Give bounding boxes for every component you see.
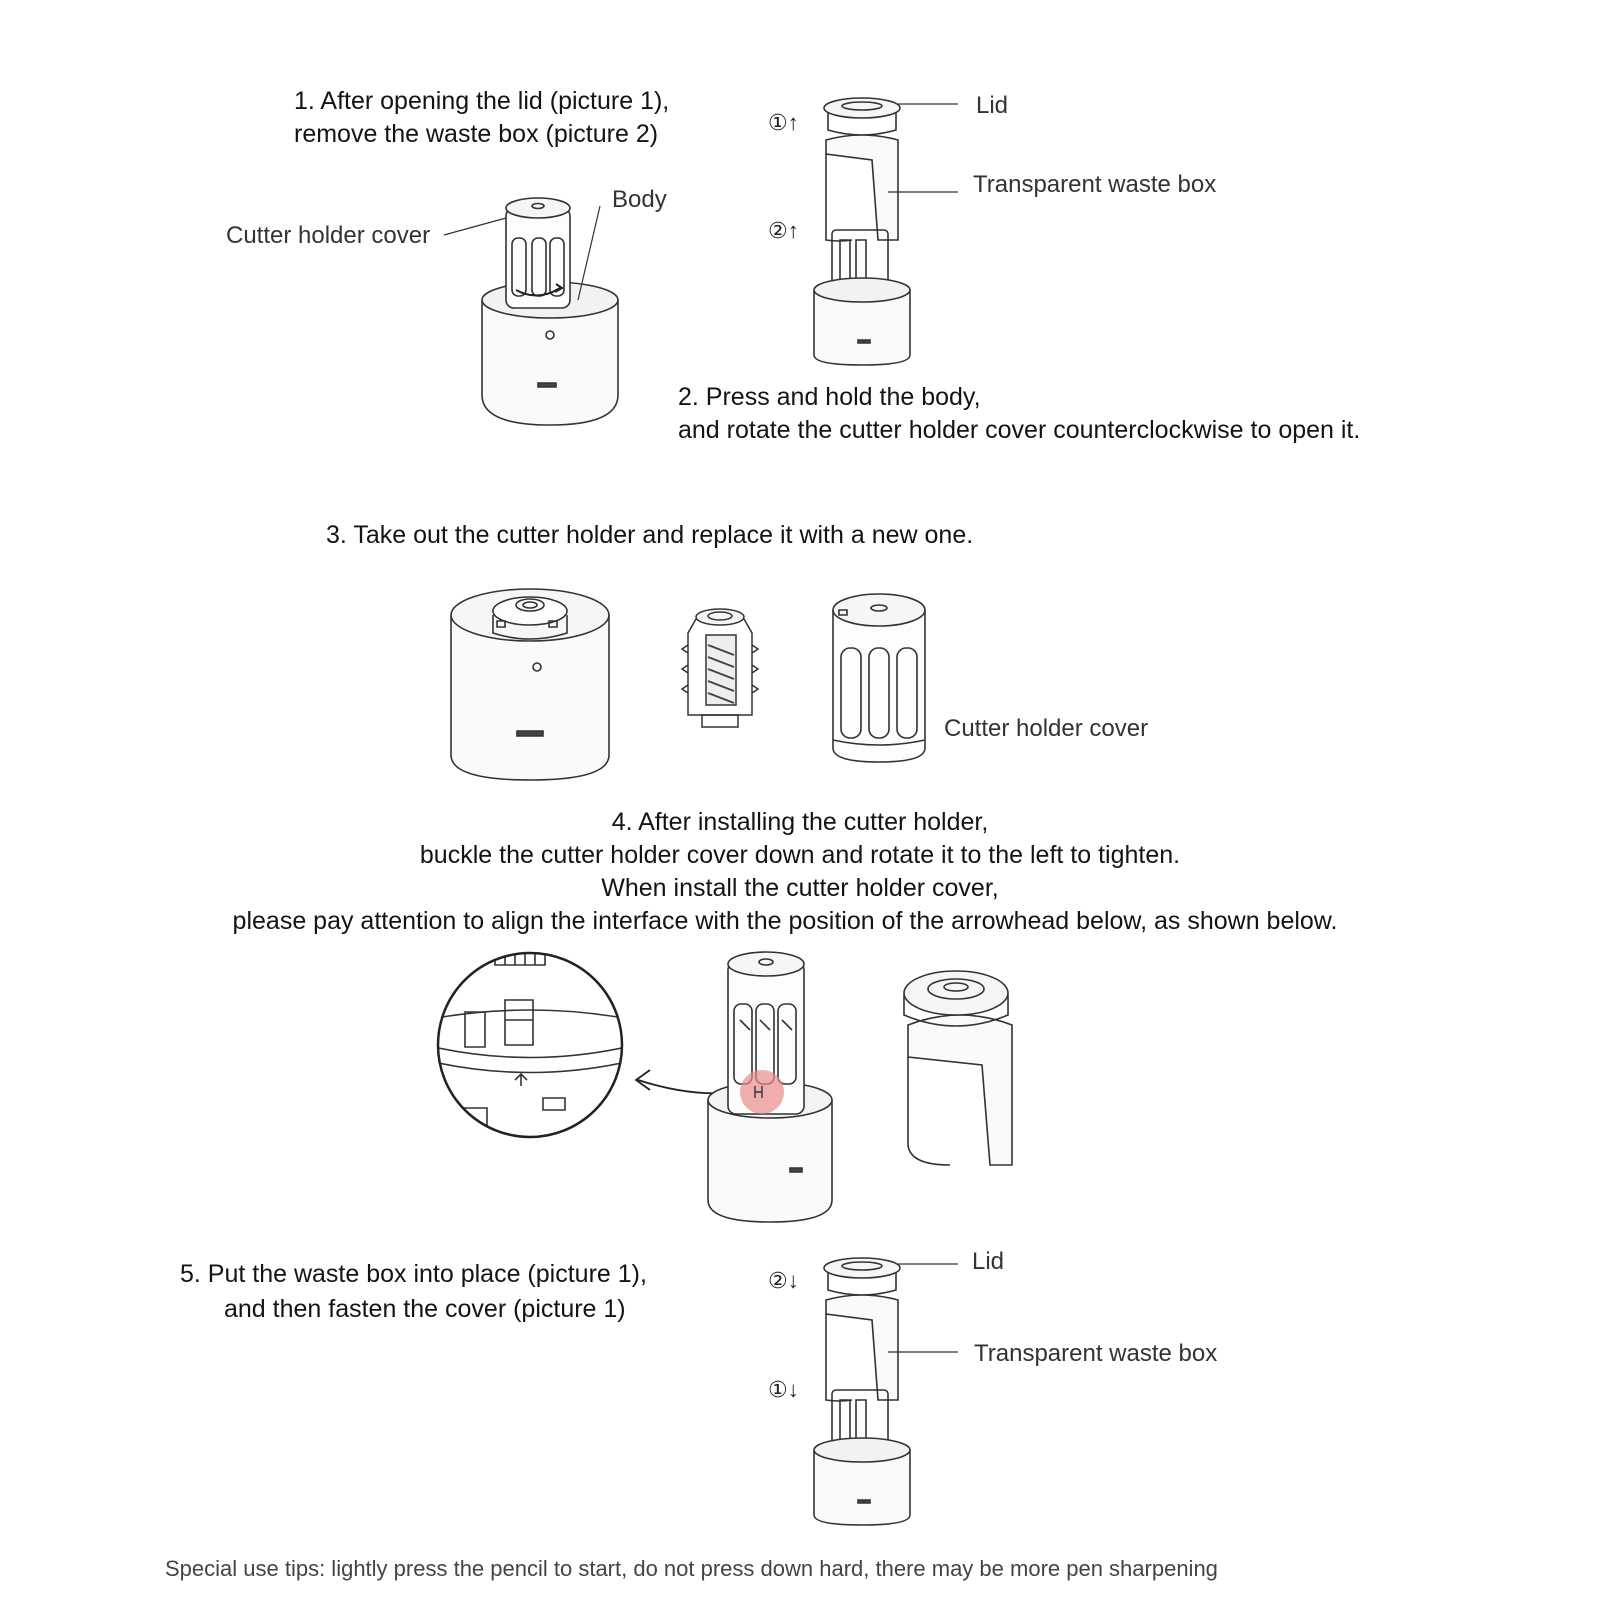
exploded-sharpener-illustration-bottom [810,1250,990,1540]
special-use-tips: Special use tips: lightly press the pencil to start, do not press down hard, there may be more pen sharpening [165,1556,1218,1581]
label-cutter-holder-cover-2: Cutter holder cover [944,715,1149,742]
label-body: Body [612,186,667,213]
sharpener-body-illustration [445,585,615,785]
step5-line1: 5. Put the waste box into place (picture 1), [180,1260,647,1288]
cutter-holder-illustration [680,605,760,735]
step4-line1: 4. After installing the cutter holder, [611,808,989,836]
interface-detail-magnified-illustration [435,950,625,1140]
sharpener-body-with-cover-illustration [470,190,630,440]
step5-line2: and then fasten the cover (picture 1) [224,1295,626,1323]
step4-line4: please pay attention to align the interface with the position of the arrowhead below, as shown below. [232,907,1338,935]
step2-line1: 2. Press and hold the body, [678,383,981,411]
step1-line2: remove the waste box (picture 2) [294,120,659,148]
body-cover-alignment-illustration [700,950,840,1230]
label-waste-box-top: Transparent waste box [973,171,1217,198]
label-cutter-holder-cover-1: Cutter holder cover [226,222,431,249]
step1-line1: 1. After opening the lid (picture 1), [294,87,670,115]
lid-on-waste-box-illustration [890,965,1030,1185]
marker-top-1: ①↑ [768,110,799,135]
step4-line3: When install the cutter holder cover, [601,874,999,902]
step2-line2: and rotate the cutter holder cover counterclockwise to open it. [678,416,1361,444]
label-lid-top: Lid [976,92,1009,119]
marker-top-2: ②↑ [768,218,799,243]
label-waste-box-bottom: Transparent waste box [974,1340,1218,1367]
exploded-sharpener-illustration-top [810,90,990,380]
cutter-holder-cover-illustration [825,590,935,770]
marker-bottom-2: ②↓ [768,1268,799,1293]
marker-bottom-1: ①↓ [768,1377,799,1402]
step3-line1: 3. Take out the cutter holder and replace it with a new one. [326,521,974,549]
step4-line2: buckle the cutter holder cover down and rotate it to the left to tighten. [419,841,1181,869]
label-lid-bottom: Lid [972,1248,1005,1275]
